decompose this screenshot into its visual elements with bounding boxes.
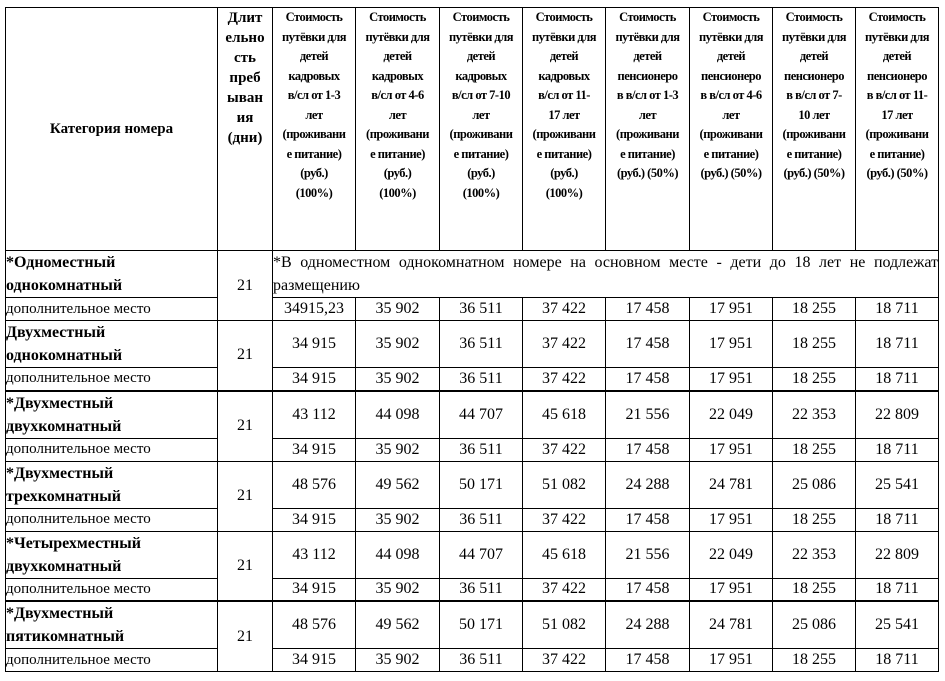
duration-days: 21 [218, 391, 273, 462]
header-price-line: детей [882, 49, 912, 63]
price-cell: 34 915 [273, 438, 356, 461]
price-cell: 22 353 [773, 531, 856, 578]
header-price-line: путёвки для [698, 29, 764, 44]
header-price-line: Стоимость [702, 10, 760, 24]
header-price-line: Стоимость [785, 10, 843, 24]
table-row [6, 321, 939, 368]
price-cell: 36 511 [440, 321, 523, 368]
price-cell: 17 458 [606, 508, 690, 531]
header-category: Категория номера [6, 8, 218, 251]
price-cell: 36 511 [440, 649, 523, 672]
header-price-line: е питание) [703, 146, 759, 161]
header-price-line: (100%) [545, 185, 583, 200]
room-category-line: *Двухместный [6, 605, 114, 622]
price-cell: 34 915 [273, 368, 356, 391]
header-price-line: кадровых [371, 68, 424, 83]
header-price-line: в/сл от 1-3 [287, 88, 341, 102]
price-cell: 18 711 [856, 298, 939, 321]
header-price-line: е питание) [786, 146, 842, 161]
room-category-line: Двухместный [6, 324, 106, 341]
table-row-extra [6, 438, 939, 461]
header-price-line: детей [383, 49, 412, 63]
extra-bed-label: дополнительное место [6, 649, 218, 672]
header-price-line: (проживани [282, 127, 346, 141]
header-price-line: детей [466, 49, 496, 63]
header-price-line: пенсионеро [867, 68, 927, 83]
header-price-line: е питание) [286, 146, 342, 161]
price-cell: 25 086 [773, 601, 856, 649]
price-cell: 35 902 [356, 368, 440, 391]
price-cell: 18 255 [773, 649, 856, 672]
price-cell: 17 951 [690, 508, 773, 531]
price-cell: 35 902 [356, 298, 440, 321]
table-row-extra [6, 578, 939, 601]
placement-note: *В одноместном однокомнатном номере на основном месте - дети до 18 лет не подлежат размещению [273, 251, 939, 298]
price-cell: 35 902 [356, 438, 440, 461]
price-cell: 49 562 [356, 601, 440, 649]
header-price-line: кадровых [455, 68, 507, 83]
price-cell: 18 255 [773, 321, 856, 368]
price-cell: 17 458 [606, 438, 690, 461]
price-cell: 35 902 [356, 649, 440, 672]
price-cell: 35 902 [356, 578, 440, 601]
price-cell: 21 556 [606, 391, 690, 439]
price-cell: 17 458 [606, 321, 690, 368]
price-cell: 24 781 [690, 461, 773, 508]
table-row [6, 531, 939, 578]
table-row-extra [6, 649, 939, 672]
header-price-line: (руб.) [383, 166, 412, 180]
price-cell: 51 082 [523, 461, 606, 508]
extra-bed-label: дополнительное место [6, 508, 218, 531]
header-price-line: путёвки для [365, 29, 430, 44]
price-cell: 37 422 [523, 649, 606, 672]
price-cell: 37 422 [523, 321, 606, 368]
room-category-line: *Двухместный [6, 394, 114, 412]
price-cell: 17 458 [606, 298, 690, 321]
table-row [6, 391, 939, 439]
header-duration [218, 8, 273, 251]
price-cell: 36 511 [440, 438, 523, 461]
price-cell: 34 915 [273, 578, 356, 601]
header-price-line: кадровых [538, 68, 590, 83]
header-price-line: путёвки для [864, 29, 930, 44]
price-cell: 37 422 [523, 368, 606, 391]
table-row-extra [6, 298, 939, 321]
room-category-line: однокомнатный [6, 347, 123, 364]
table-row-extra [6, 508, 939, 531]
price-cell: 36 511 [440, 508, 523, 531]
price-cell: 17 458 [606, 578, 690, 601]
header-price-line: (100%) [295, 185, 333, 200]
price-cell: 18 255 [773, 578, 856, 601]
header-price-col-6 [690, 8, 773, 251]
header-price-col-4 [523, 8, 606, 251]
header-price-line: (руб.) (50%) [700, 166, 762, 180]
table-row [6, 601, 939, 649]
header-price-line: (100%) [462, 185, 500, 200]
price-cell: 44 098 [356, 531, 440, 578]
room-category-line: *Четырехместный [6, 534, 141, 552]
header-price-line: лет [305, 107, 323, 122]
header-price-line: лет [638, 107, 657, 122]
price-cell: 18 711 [856, 321, 939, 368]
price-cell: 18 711 [856, 508, 939, 531]
header-price-line: (проживани [616, 127, 679, 141]
header-price-line: путёвки для [615, 29, 680, 44]
header-price-line: путёвки для [531, 29, 597, 44]
header-price-line: пенсионеро [701, 68, 761, 83]
header-price-line: путёвки для [448, 29, 514, 44]
header-row [6, 8, 939, 251]
price-cell: 37 422 [523, 298, 606, 321]
room-category-line: двухкомнатный [6, 417, 122, 435]
price-cell: 17 458 [606, 649, 690, 672]
price-cell: 48 576 [273, 601, 356, 649]
price-cell: 48 576 [273, 461, 356, 508]
header-price-line: е питание) [370, 146, 425, 161]
price-cell: 18 711 [856, 578, 939, 601]
header-price-col-5 [606, 8, 690, 251]
header-price-line: путёвки для [781, 29, 847, 44]
header-duration-line: Длит [227, 10, 263, 26]
header-price-line: (проживани [449, 127, 513, 141]
header-price-line: в в/сл от 1-3 [616, 88, 679, 102]
room-category-line: однокомнатный [6, 277, 123, 294]
price-cell: 45 618 [523, 391, 606, 439]
room-category [6, 461, 218, 508]
room-category [6, 531, 218, 578]
price-cell: 21 556 [606, 531, 690, 578]
price-cell: 51 082 [523, 601, 606, 649]
header-price-col-2 [356, 8, 440, 251]
header-price-line: Стоимость [868, 10, 926, 24]
price-cell: 18 711 [856, 649, 939, 672]
extra-bed-label: дополнительное место [6, 578, 218, 601]
header-price-col-7 [773, 8, 856, 251]
header-price-line: (проживани [782, 127, 846, 141]
header-price-line: в в/сл от 4-6 [700, 88, 762, 102]
header-price-line: детей [549, 49, 579, 63]
room-category [6, 391, 218, 439]
price-cell: 34 915 [273, 321, 356, 368]
table-row-extra [6, 368, 939, 391]
header-price-line: (руб.) [467, 166, 495, 180]
price-cell: 49 562 [356, 461, 440, 508]
price-table [5, 7, 939, 672]
header-price-line: в/сл от 11- [538, 88, 590, 102]
price-cell: 17 951 [690, 649, 773, 672]
price-cell: 22 353 [773, 391, 856, 439]
header-price-line: пенсионеро [617, 68, 678, 83]
price-cell: 17 951 [690, 298, 773, 321]
header-price-line: Стоимость [452, 10, 510, 24]
room-category-line: двухкомнатный [6, 557, 122, 575]
price-cell: 24 288 [606, 461, 690, 508]
header-price-line: (проживани [366, 127, 429, 141]
price-cell: 25 086 [773, 461, 856, 508]
header-price-line: детей [716, 49, 746, 63]
header-price-line: детей [633, 49, 662, 63]
room-category [6, 321, 218, 368]
header-price-line: лет [388, 107, 407, 122]
table-body [6, 8, 939, 672]
header-price-line: (проживани [699, 127, 763, 141]
price-cell: 36 511 [440, 298, 523, 321]
header-price-line: в/сл от 7-10 [451, 88, 511, 102]
price-cell: 22 049 [690, 531, 773, 578]
price-cell: 18 711 [856, 368, 939, 391]
price-cell: 18 255 [773, 438, 856, 461]
price-cell: 43 112 [273, 391, 356, 439]
header-price-line: (100%) [379, 185, 416, 200]
price-cell: 17 951 [690, 321, 773, 368]
duration-days: 21 [218, 601, 273, 672]
price-cell: 22 049 [690, 391, 773, 439]
price-cell: 22 809 [856, 391, 939, 439]
price-cell: 44 098 [356, 391, 440, 439]
price-cell: 18 255 [773, 298, 856, 321]
room-category [6, 601, 218, 649]
price-cell: 45 618 [523, 531, 606, 578]
header-price-line: в в/сл от 7- [786, 88, 842, 102]
header-price-line: (руб.) [550, 166, 578, 180]
price-cell: 34 915 [273, 649, 356, 672]
duration-days: 21 [218, 251, 273, 321]
price-cell: 50 171 [440, 601, 523, 649]
room-category-line: трехкомнатный [6, 487, 121, 505]
header-price-line: в/сл от 4-6 [371, 88, 424, 102]
header-price-line: е питание) [453, 146, 509, 161]
duration-days: 21 [218, 531, 273, 601]
header-price-line: (проживани [532, 127, 596, 141]
price-cell: 50 171 [440, 461, 523, 508]
header-price-line: детей [299, 49, 329, 63]
room-category [6, 251, 218, 298]
price-cell: 22 809 [856, 531, 939, 578]
header-price-col-3 [440, 8, 523, 251]
extra-bed-label: дополнительное место [6, 438, 218, 461]
header-price-line: е питание) [536, 146, 592, 161]
duration-days: 21 [218, 321, 273, 391]
header-price-line: лет [722, 107, 740, 122]
extra-bed-label: дополнительное место [6, 298, 218, 321]
header-duration-line: преб [229, 70, 261, 86]
price-cell: 35 902 [356, 321, 440, 368]
header-price-line: Стоимость [535, 10, 593, 24]
header-price-line: Стоимость [285, 10, 343, 24]
header-price-col-1 [273, 8, 356, 251]
price-cell: 18 255 [773, 508, 856, 531]
price-cell: 34 915 [273, 508, 356, 531]
price-cell: 24 781 [690, 601, 773, 649]
price-cell: 44 707 [440, 391, 523, 439]
price-cell: 37 422 [523, 578, 606, 601]
room-category-line: *Одноместный [6, 254, 116, 271]
header-duration-line: сть [234, 50, 256, 66]
price-cell: 17 951 [690, 438, 773, 461]
header-price-line: (проживани [865, 127, 929, 141]
room-category-line: *Двухместный [6, 464, 114, 482]
header-price-line: путёвки для [281, 29, 347, 44]
price-cell: 17 951 [690, 578, 773, 601]
header-price-line: 17 лет [881, 107, 913, 122]
header-price-line: лет [472, 107, 490, 122]
price-cell: 18 711 [856, 438, 939, 461]
header-price-line: (руб.) (50%) [616, 166, 679, 180]
price-cell: 25 541 [856, 461, 939, 508]
header-price-line: (руб.) (50%) [866, 166, 928, 180]
price-cell: 37 422 [523, 508, 606, 531]
header-duration-line: ыван [227, 90, 263, 106]
price-cell: 34915,23 [273, 298, 356, 321]
price-cell: 17 458 [606, 368, 690, 391]
header-price-line: Стоимость [619, 10, 676, 24]
price-cell: 17 951 [690, 368, 773, 391]
price-cell: 37 422 [523, 438, 606, 461]
header-duration-line: ия [236, 110, 254, 126]
extra-bed-label: дополнительное место [6, 368, 218, 391]
header-price-line: 17 лет [548, 107, 580, 122]
header-price-line: кадровых [288, 68, 340, 83]
header-price-line: пенсионеро [784, 68, 844, 83]
header-price-line: (руб.) (50%) [783, 166, 845, 180]
header-price-line: е питание) [620, 146, 675, 161]
price-cell: 44 707 [440, 531, 523, 578]
price-cell: 36 511 [440, 578, 523, 601]
header-price-line: в в/сл от 11- [866, 88, 928, 102]
room-category-line: пятикомнатный [6, 628, 125, 645]
header-duration-line: ельно [225, 30, 265, 46]
header-price-line: 10 лет [798, 107, 830, 122]
price-cell: 18 255 [773, 368, 856, 391]
header-price-line: Стоимость [369, 10, 426, 24]
table-row [6, 251, 939, 298]
header-price-line: (руб.) [300, 166, 328, 180]
header-price-line: детей [799, 49, 829, 63]
duration-days: 21 [218, 461, 273, 531]
header-duration-line: (дни) [227, 130, 263, 146]
price-cell: 35 902 [356, 508, 440, 531]
price-cell: 36 511 [440, 368, 523, 391]
price-cell: 43 112 [273, 531, 356, 578]
price-cell: 24 288 [606, 601, 690, 649]
header-price-col-8 [856, 8, 939, 251]
table-row [6, 461, 939, 508]
header-price-line: е питание) [869, 146, 925, 161]
price-cell: 25 541 [856, 601, 939, 649]
